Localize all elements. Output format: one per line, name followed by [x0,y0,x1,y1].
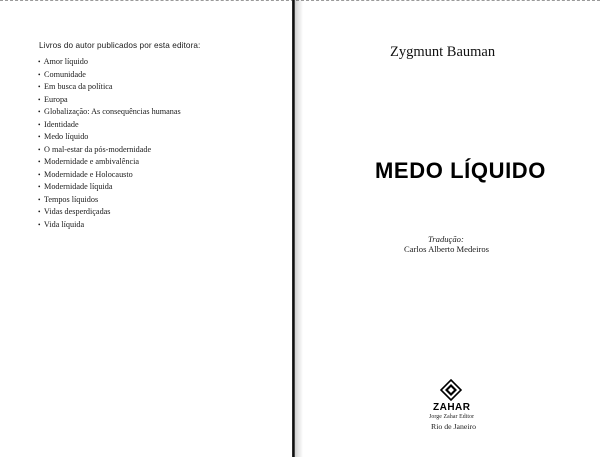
left-page [0,0,292,457]
list-item [38,119,181,132]
book-title-item: Tempos líquidos [43,194,99,204]
book-title-item: Modernidade líquida [44,182,113,191]
list-item [38,206,181,219]
book-title-item: O mal-estar da pós-modernidade [44,144,152,154]
bullet: • [38,145,41,154]
list-item [38,194,181,207]
bullet: • [38,208,41,216]
list-item [38,144,181,157]
publisher-name: ZAHAR [433,402,471,413]
bullet: • [38,120,41,129]
book-title-item: Vida líquida [43,219,85,229]
list-item [38,156,181,169]
bullet: • [38,70,41,79]
bullet: • [38,220,41,229]
other-titles-list [38,56,181,231]
list-item [38,81,181,94]
bullet: • [38,195,41,204]
book-title: MEDO LÍQUIDO [375,158,546,183]
list-item [38,181,181,194]
bullet: • [38,95,41,104]
publisher-imprint: Jorge Zahar Editor [429,414,475,420]
book-title-item: Amor líquido [43,57,88,66]
list-item [38,106,181,119]
bullet: • [38,133,41,141]
publisher-city: Rio de Janeiro [431,422,477,431]
translation-label: Tradução: [428,234,464,244]
author-name: Zygmunt Bauman [390,44,496,60]
book-title-item: Medo líquido [44,132,89,141]
book-title-item: Modernidade e ambivalência [44,157,140,166]
bullet: • [38,83,41,91]
list-item [38,94,181,107]
translator-name: Carlos Alberto Medeiros [404,244,489,254]
book-title-item: Modernidade e Holocausto [44,169,133,179]
book-title-item: Identidade [44,119,79,129]
book-title-item: Em busca da política [44,82,113,91]
bullet: • [38,183,41,191]
list-item [38,169,181,182]
book-title-item: Europa [44,94,68,104]
bullet: • [38,58,41,66]
book-title-item: Vidas desperdiçadas [43,207,111,216]
book-title-item: Comunidade [44,69,86,79]
book-title-item: Globalização: As consequências humanas [44,107,181,116]
bullet: • [38,108,41,116]
other-titles-heading: Livros do autor publicados por esta editora: [39,41,201,50]
list-item [38,131,181,144]
bullet: • [38,158,41,166]
list-item [38,56,181,69]
list-item [38,69,181,82]
list-item [38,219,181,232]
zahar-logo-icon [440,379,462,401]
bullet: • [38,170,41,179]
